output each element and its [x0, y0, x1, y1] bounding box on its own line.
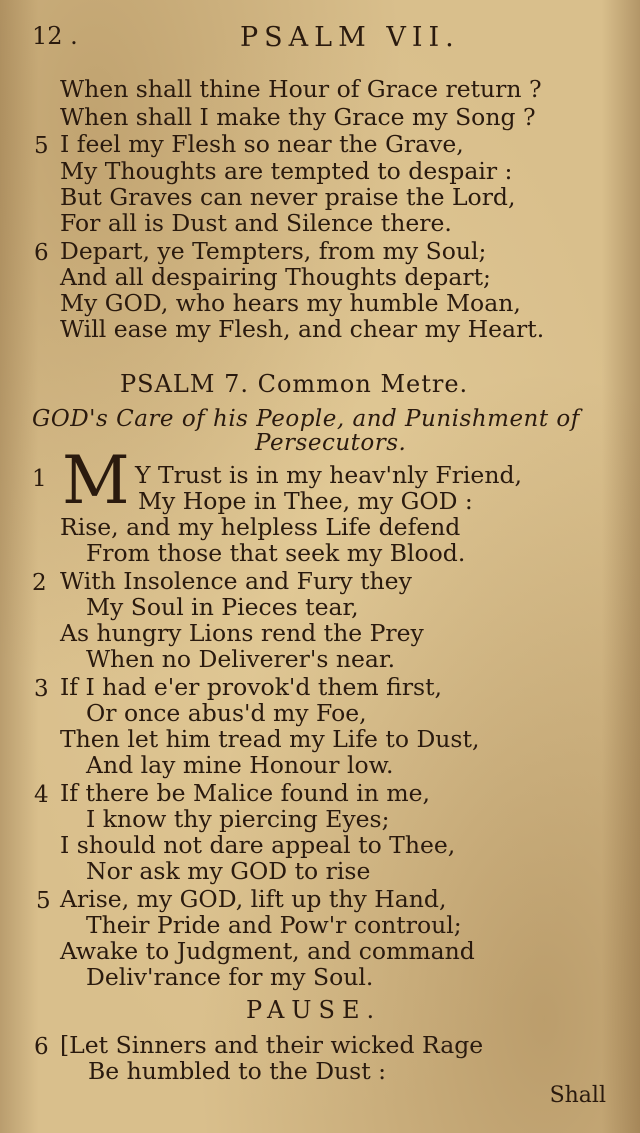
verse-line: When no Deliverer's near. [86, 645, 396, 673]
verse-line: As hungry Lions rend the Prey [60, 619, 424, 647]
verse-line: I feel my Flesh so near the Grave, [60, 130, 464, 158]
verse-line: My Soul in Pieces tear, [86, 593, 359, 621]
verse-line: My Thoughts are tempted to despair : [60, 157, 513, 185]
verse-number: 5 [36, 888, 51, 914]
pause-heading: PAUSE. [246, 996, 382, 1024]
verse-number: 3 [34, 676, 49, 702]
verse-number: 1 [32, 466, 47, 492]
verse-line: With Insolence and Fury they [60, 567, 412, 595]
verse-line: Arise, my GOD, lift up thy Hand, [60, 885, 447, 913]
verse-number: 5 [34, 133, 49, 159]
verse-line: If there be Malice found in me, [60, 779, 431, 807]
verse-line: Their Pride and Pow'r controul; [86, 911, 462, 939]
psalm-subtitle: GOD's Care of his People, and Punishment of [32, 406, 580, 432]
verse-line: Deliv'rance for my Soul. [86, 963, 374, 991]
verse-line: Be humbled to the Dust : [88, 1057, 387, 1085]
verse-number: 6 [34, 240, 49, 266]
drop-cap: M [62, 442, 130, 519]
verse-line: When shall I make thy Grace my Song ? [60, 103, 536, 131]
verse-line: [Let Sinners and their wicked Rage [60, 1031, 484, 1059]
psalm-title: PSALM 7. Common Metre. [120, 370, 469, 398]
verse-line: If I had e'er provok'd them first, [60, 673, 443, 701]
verse-line: Y Trust is in my heav'nly Friend, [135, 461, 522, 489]
psalm-subtitle: Persecutors. [255, 430, 407, 456]
verse-line: I should not dare appeal to Thee, [60, 831, 456, 859]
verse-number: 6 [34, 1034, 49, 1060]
verse-line: Will ease my Flesh, and chear my Heart. [60, 315, 545, 343]
verse-line: Then let him tread my Life to Dust, [60, 725, 480, 753]
catchword: Shall [549, 1083, 606, 1108]
verse-line: Depart, ye Tempters, from my Soul; [60, 237, 487, 265]
page-header [30, 22, 610, 58]
verse-line: Rise, and my helpless Life defend [60, 513, 461, 541]
verse-line: My GOD, who hears my humble Moan, [60, 289, 521, 317]
verse-line: From those that seek my Blood. [86, 539, 466, 567]
running-title: PSALM VII. [240, 22, 460, 53]
verse-line: My Hope in Thee, my GOD : [138, 487, 473, 515]
verse-line: For all is Dust and Silence there. [60, 209, 452, 237]
verse-number: 2 [32, 570, 47, 596]
verse-number: 4 [34, 782, 49, 808]
verse-line: I know thy piercing Eyes; [86, 805, 390, 833]
verse-line: Awake to Judgment, and command [60, 937, 475, 965]
page-number: 12 . [32, 22, 78, 50]
verse-line: Or once abus'd my Foe, [86, 699, 367, 727]
verse-line: Nor ask my GOD to rise [86, 857, 371, 885]
verse-line: And lay mine Honour low. [86, 751, 394, 779]
verse-line: And all despairing Thoughts depart; [60, 263, 491, 291]
verse-line: When shall thine Hour of Grace return ? [60, 75, 542, 103]
verse-line: But Graves can never praise the Lord, [60, 183, 516, 211]
